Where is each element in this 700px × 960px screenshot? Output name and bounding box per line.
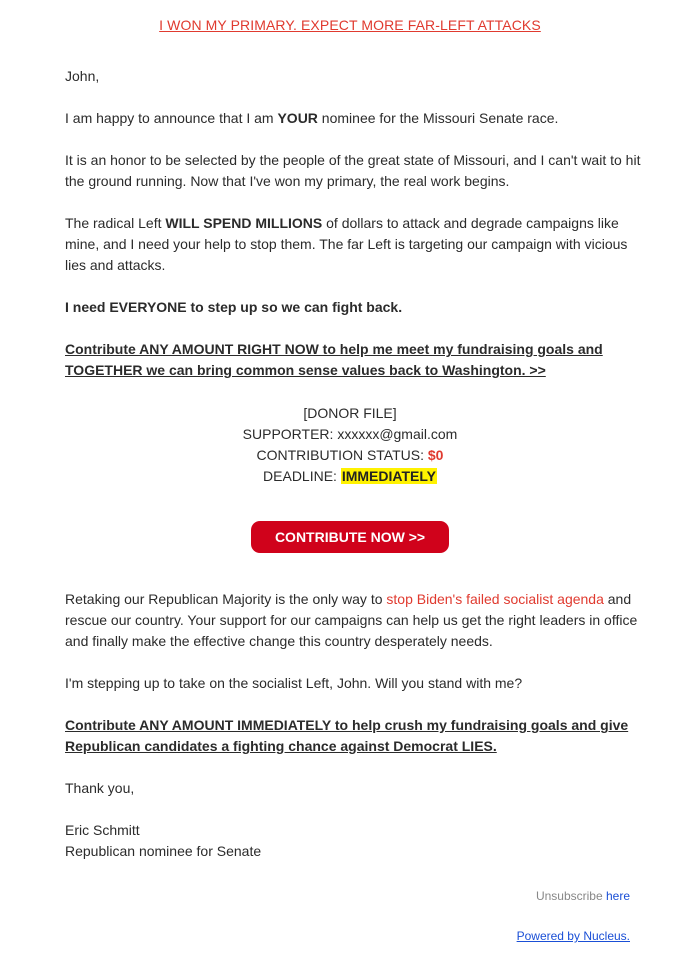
signoff: Thank you,: [65, 780, 135, 796]
paragraph-radical-left-text-2: of dollars to attack and degrade campaigns like mine, and I need your help to stop them. The far Left is targeting our campaign with vicious lies and attacks.: [65, 215, 628, 273]
contribute-link-2-wrap: [65, 715, 645, 757]
donor-file-title: [DONOR FILE]: [303, 405, 397, 421]
paragraph-step-up: I need EVERYONE to step up so we can fight back.: [65, 299, 403, 315]
email-headline: I WON MY PRIMARY. EXPECT MORE FAR-LEFT ATTACKS: [159, 17, 541, 33]
unsubscribe-link[interactable]: here: [605, 889, 630, 903]
status-value: $0: [427, 447, 444, 463]
paragraph-nominee-bold: YOUR: [277, 110, 318, 126]
paragraph-majority-text-2: and rescue our country. Your support for our campaigns can help us get the right leaders in office and finally make the effective change this country desperately needs.: [65, 591, 638, 649]
contribute-link-2[interactable]: Contribute ANY AMOUNT IMMEDIATELY to help crush my fundraising goals and give Republican candidates a fighting chance against Democrat LIES.: [65, 717, 629, 754]
supporter-label: SUPPORTER:: [242, 426, 338, 442]
greeting: John,: [65, 68, 100, 84]
deadline-label: DEADLINE:: [263, 468, 341, 484]
paragraph-majority-text-1: Retaking our Republican Majority is the only way to: [65, 591, 387, 607]
paragraph-nominee-text-1: I am happy to announce that I am: [65, 110, 278, 126]
paragraph-stand-with-me: I'm stepping up to take on the socialist Left, John. Will you stand with me?: [65, 675, 523, 691]
paragraph-radical-left: [65, 213, 645, 276]
paragraph-radical-left-bold: WILL SPEND MILLIONS: [165, 215, 323, 231]
unsubscribe-line: [536, 889, 630, 903]
contribute-link-1-wrap: [65, 339, 645, 381]
contribute-link-1[interactable]: Contribute ANY AMOUNT RIGHT NOW to help me meet my fundraising goals and TOGETHER we can bring common sense values back to Washington. >>: [65, 341, 603, 378]
deadline-value: IMMEDIATELY: [341, 468, 436, 484]
donor-file-block: [0, 403, 700, 487]
paragraph-nominee-text-2: nominee for the Missouri Senate race.: [317, 110, 559, 126]
donor-file-deadline: [0, 466, 700, 487]
signer-name: Eric Schmitt: [65, 822, 140, 838]
powered-by-link[interactable]: Powered by Nucleus.: [516, 929, 630, 943]
unsubscribe-text: Unsubscribe: [535, 889, 606, 903]
contribute-now-button[interactable]: CONTRIBUTE NOW >>: [251, 521, 449, 553]
donor-file-supporter: [0, 424, 700, 445]
paragraph-nominee: [65, 108, 645, 129]
supporter-value: xxxxxx@gmail.com: [337, 426, 458, 442]
donor-file-status: [0, 445, 700, 466]
paragraph-majority-red: stop Biden's failed socialist agenda: [386, 591, 604, 607]
paragraph-majority: [65, 589, 645, 652]
status-label: CONTRIBUTION STATUS:: [256, 447, 428, 463]
paragraph-radical-left-text-1: The radical Left: [65, 215, 166, 231]
paragraph-honor: It is an honor to be selected by the people of the great state of Missouri, and I can't wait to hit the ground running. Now that I've won my primary, the real work begins.: [65, 152, 641, 189]
signer-title: Republican nominee for Senate: [65, 843, 262, 859]
